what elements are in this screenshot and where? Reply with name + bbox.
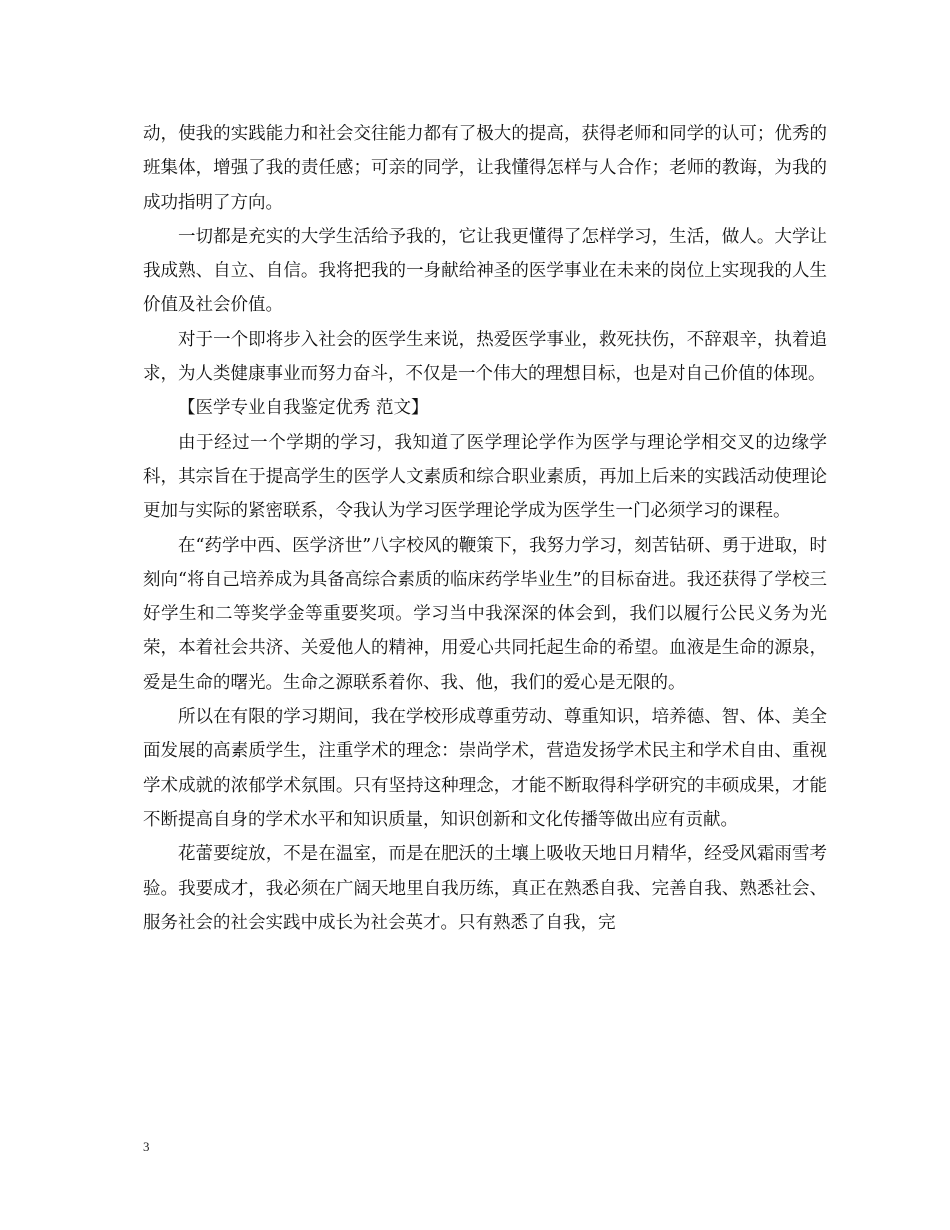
paragraph-6: 所以在有限的学习期间，我在学校形成尊重劳动、尊重知识，培养德、智、体、美全面发展的高素质学生，注重学术的理念：崇尚学术，营造发扬学术民主和学术自由、重视学术成就的浓郁学术氛围。只有坚持这种理念，才能不断取得科学研究的丰硕成果，才能不断提高自身的学术水平和知识质量，知识创新和文化传播等做出应有贡献。 xyxy=(143,707,827,830)
section-heading: 【医学专业自我鉴定优秀 范文】 xyxy=(178,398,429,419)
page-number: 3 xyxy=(143,1139,150,1154)
paragraph-2: 一切都是充实的大学生活给予我的，它让我更懂得了怎样学习，生活，做人。大学让我成熟、自立、自信。我将把我的一身献给神圣的医学事业在未来的岗位上实现我的人生价值及社会价值。 xyxy=(143,226,827,316)
paragraph-7: 花蕾要绽放，不是在温室，而是在肥沃的土壤上吸收天地日月精华，经受风霜雨雪考验。我要成才，我必须在广阔天地里自我历练，真正在熟悉自我、完善自我、熟悉社会、服务社会的社会实践中成长为社会英才。只有熟悉了自我，完 xyxy=(143,844,827,933)
body-text xyxy=(143,117,827,940)
paragraph-5: 在“药学中西、医学济世”八字校风的鞭策下，我努力学习，刻苦钻研、勇于进取，时刻向“将自己培养成为具备高综合素质的临床药学毕业生”的目标奋进。我还获得了学校三好学生和二等奖学金等重要奖项。学习当中我深深的体会到，我们以履行公民义务为光荣，本着社会共济、关爱他人的精神，用爱心共同托起生命的希望。血液是生命的源泉，爱是生命的曙光。生命之源联系着你、我、他，我们的爱心是无限的。 xyxy=(143,535,827,693)
paragraph-4: 由于经过一个学期的学习，我知道了医学理论学作为医学与理论学相交叉的边缘学科，其宗旨在于提高学生的医学人文素质和综合职业素质，再加上后来的实践活动使理论更加与实际的紧密联系，令我认为学习医学理论学成为医学生一门必须学习的课程。 xyxy=(143,432,827,522)
paragraph-3: 对于一个即将步入社会的医学生来说，热爱医学事业，救死扶伤，不辞艰辛，执着追求，为人类健康事业而努力奋斗，不仅是一个伟大的理想目标，也是对自己价值的体现。 xyxy=(143,329,827,385)
paragraph-1: 动，使我的实践能力和社会交往能力都有了极大的提高，获得老师和同学的认可；优秀的班集体，增强了我的责任感；可亲的同学，让我懂得怎样与人合作；老师的教诲，为我的成功指明了方向。 xyxy=(143,124,827,213)
